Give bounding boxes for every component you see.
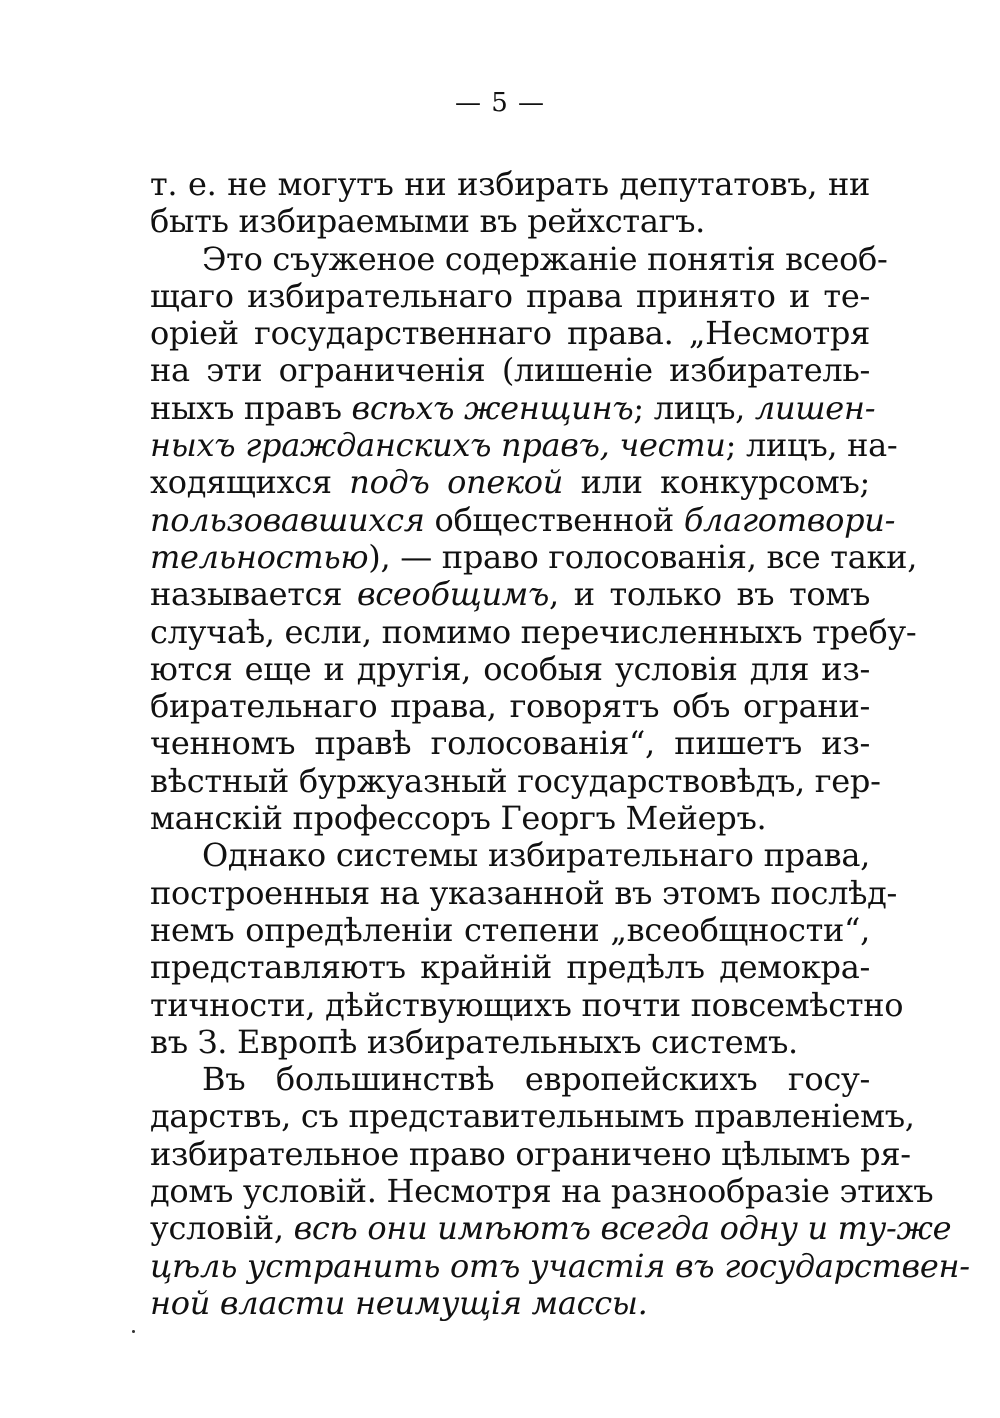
text-line <box>150 426 898 465</box>
italic-text-segment: цѣль устранить отъ участія въ государствен- <box>150 1246 970 1285</box>
text-segment: ются еще и другія, особыя условія для из- <box>150 649 870 688</box>
italic-text-segment: всѣхъ женщинъ <box>351 388 634 427</box>
text-line <box>150 800 870 837</box>
text-line <box>150 278 870 315</box>
text-segment: ; лицъ, <box>633 388 755 427</box>
text-segment: быть избираемыми въ рейхстагъ. <box>150 202 706 241</box>
italic-text-segment: лишен- <box>754 388 876 427</box>
text-segment: оріей государственнаго права. „Несмотря <box>150 314 870 353</box>
text-segment: ), — право голосованія, все таки, <box>368 537 918 576</box>
text-segment: ходящихся <box>150 463 350 502</box>
text-segment: Это съуженое содержаніе понятія всеоб- <box>202 239 888 278</box>
italic-text-segment: подъ опекой <box>349 463 564 502</box>
text-segment: на эти ограниченія (лишеніе избиратель- <box>150 351 870 390</box>
text-segment: ; лицъ, на- <box>725 426 898 465</box>
text-line <box>150 576 870 613</box>
text-line <box>150 464 870 501</box>
text-line <box>150 873 898 912</box>
text-segment: домъ условій. Несмотря на разнообразіе этихъ <box>150 1172 934 1211</box>
italic-text-segment: тельностью <box>150 537 369 576</box>
body-text <box>150 165 970 1322</box>
text-segment: или конкурсомъ; <box>563 463 870 502</box>
text-segment: случаѣ, если, помимо перечисленныхъ требу- <box>150 612 917 651</box>
text-segment: немъ опредѣленіи степени „всеобщности“, <box>150 910 870 949</box>
text-line <box>150 912 870 949</box>
text-line <box>150 500 896 539</box>
text-segment: вѣстный буржуазный государствовѣдъ, гер- <box>150 761 881 800</box>
text-line <box>150 985 904 1024</box>
text-line <box>150 1285 870 1322</box>
page-number: — 5 — <box>454 88 546 118</box>
text-segment: Въ большинствѣ европейскихъ госу- <box>202 1060 870 1099</box>
italic-text-segment: пользовавшихся <box>150 500 425 539</box>
text-line <box>150 761 881 800</box>
text-line <box>150 1061 870 1098</box>
text-segment: бирательнаго права, говорятъ объ ограни- <box>150 687 870 726</box>
text-segment: , и только въ томъ <box>549 575 871 614</box>
print-speck <box>132 1330 135 1333</box>
text-line <box>150 612 917 651</box>
text-segment: т. е. не могутъ ни избирать депутатовъ, ни <box>150 165 870 203</box>
text-line <box>150 949 870 986</box>
italic-text-segment: ной власти неимущія массы. <box>150 1283 648 1322</box>
text-segment: общественной <box>424 500 684 539</box>
text-line <box>150 725 870 762</box>
text-line <box>150 203 870 240</box>
text-line <box>150 1209 952 1248</box>
text-segment: называется <box>150 575 357 614</box>
text-line <box>150 1246 970 1285</box>
text-line <box>150 1097 915 1136</box>
text-line <box>150 537 918 576</box>
text-segment: Однако системы избирательнаго права, <box>202 836 870 875</box>
text-segment: избирательное право ограничено цѣлымъ ря- <box>150 1134 911 1173</box>
text-line <box>150 1172 934 1211</box>
text-line <box>150 1134 911 1173</box>
text-line <box>150 239 888 278</box>
text-line <box>150 651 870 688</box>
text-segment: построенныя на указанной въ этомъ послѣд- <box>150 873 898 912</box>
italic-text-segment: благотвори- <box>683 500 896 539</box>
text-line <box>150 1024 870 1061</box>
text-line <box>150 166 870 203</box>
text-segment: манскій профессоръ Георгъ Мейеръ. <box>150 799 767 838</box>
text-line <box>150 352 870 389</box>
text-segment: условій, <box>150 1209 294 1248</box>
italic-text-segment: всеобщимъ <box>356 575 550 614</box>
text-line <box>150 688 870 725</box>
text-segment: ныхъ правъ <box>150 388 352 427</box>
text-segment: въ З. Европѣ избирательныхъ системъ. <box>150 1022 798 1061</box>
text-segment: тичности, дѣйствующихъ почти повсемѣстно <box>150 985 904 1024</box>
text-line <box>150 388 876 427</box>
text-segment: щаго избирательнаго права принято и те- <box>150 276 870 315</box>
text-segment: дарствъ, съ представительнымъ правленіемъ, <box>150 1097 915 1136</box>
text-segment: представляютъ крайній предѣлъ демокра- <box>150 948 870 987</box>
text-line <box>150 315 870 352</box>
italic-text-segment: ныхъ гражданскихъ правъ, чести <box>150 426 726 465</box>
text-line <box>150 837 870 874</box>
italic-text-segment: всѣ они имѣютъ всегда одну и ту-же <box>293 1209 952 1248</box>
text-segment: ченномъ правѣ голосованія“, пишетъ из- <box>150 724 870 763</box>
